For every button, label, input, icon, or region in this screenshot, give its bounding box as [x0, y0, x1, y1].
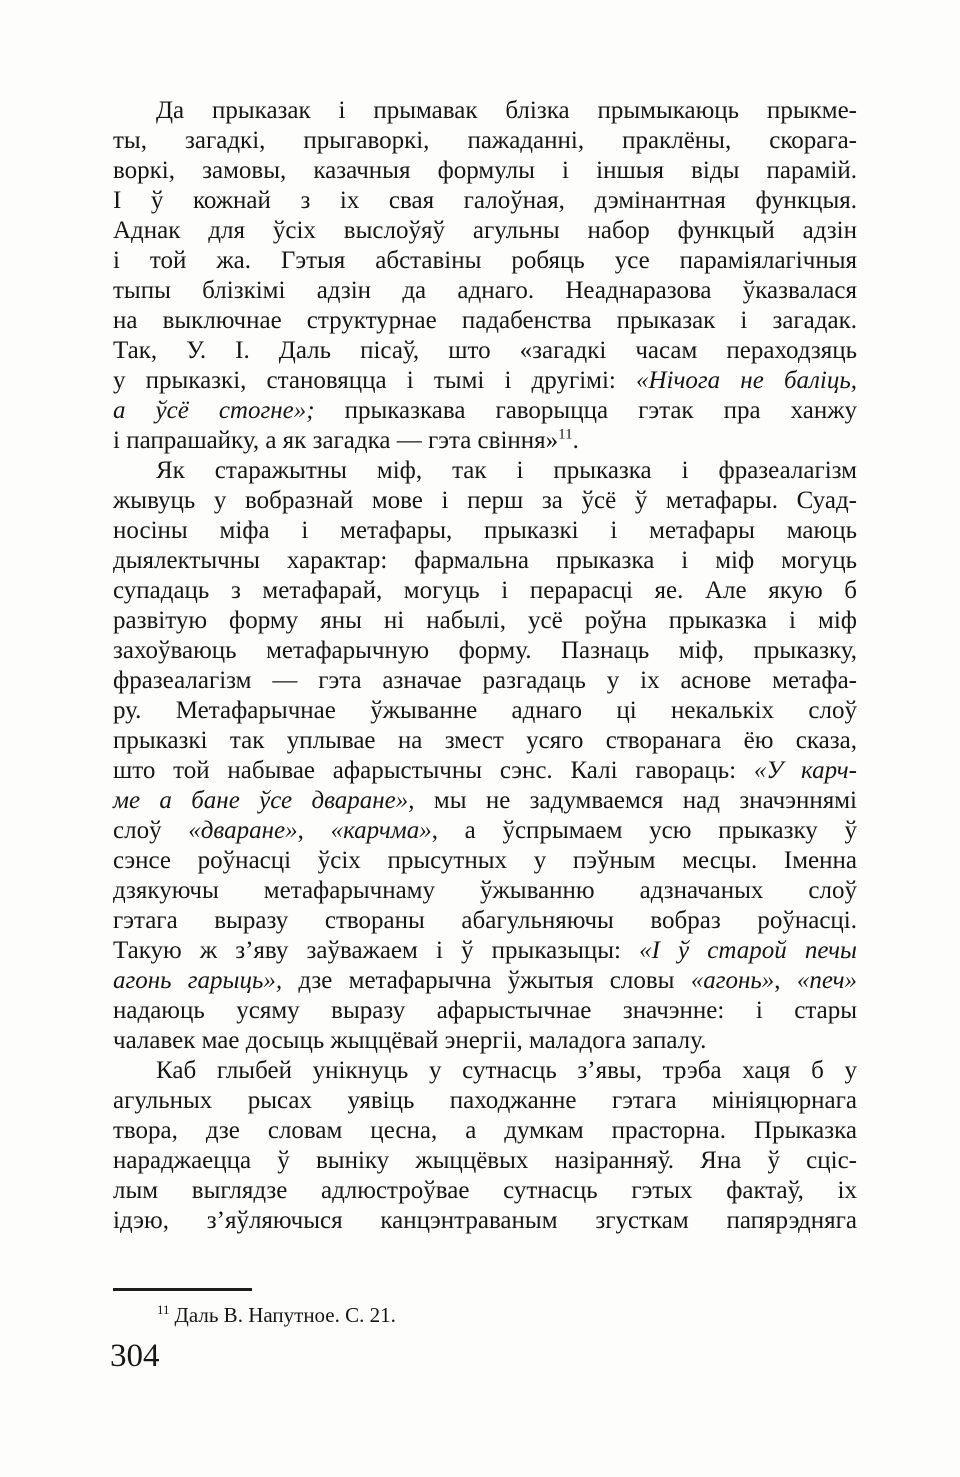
proverb-segment: «І ў старой печы — [639, 937, 857, 964]
text-segment: Як старажытны міф, так і прыказка і фразеалагізм — [156, 457, 857, 484]
text-line — [113, 456, 857, 486]
proverb-segment: «дваране» — [188, 817, 298, 844]
text-segment: І ў кожнай з іх свая галоўная, дэмінантная функцыя. — [113, 187, 857, 214]
text-line — [113, 306, 857, 336]
text-segment: і папрашайку, а як загадка — гэта свіння» — [113, 427, 559, 454]
text-line — [113, 246, 857, 276]
proverb-segment: ме а бане ўсе дваране», — [113, 787, 415, 814]
proverb-segment: «карчма» — [330, 817, 432, 844]
text-segment: у прыказкі, становяцца і тымі і другімі: — [113, 367, 636, 394]
text-segment: і той жа. Гэтыя абставіны робяць усе параміялагічныя — [113, 247, 857, 274]
text-line — [113, 1176, 857, 1206]
text-segment: супадаць з метафарай, могуць і перарасці яе. Але якую б — [113, 577, 857, 604]
text-line — [113, 186, 857, 216]
text-segment: захоўваюць метафарычную форму. Пазнаць міф, прыказку, — [113, 637, 857, 664]
text-line — [113, 696, 857, 726]
text-line — [113, 126, 857, 156]
text-segment: прыказкі так уплывае на змест усяго створанага ёю сказа, — [113, 727, 857, 754]
text-line — [113, 996, 857, 1026]
footnote-marker: 11 — [157, 1302, 170, 1317]
text-segment: нараджаецца ў выніку жыццёвых назіранняў. Яна ў сціс- — [113, 1147, 857, 1174]
text-line — [113, 966, 857, 996]
text-segment: Такую ж з’яву заўважаем і ў прыказыцы: — [113, 937, 640, 964]
text-segment: ты, загадкі, прыгаворкі, пажаданні, праклёны, скорага- — [113, 127, 857, 154]
text-line — [113, 1206, 857, 1236]
text-line — [113, 636, 857, 666]
text-line — [113, 906, 857, 936]
text-segment: твора, дзе словам цесна, а думкам прасторна. Прыказка — [113, 1117, 857, 1144]
proverb-segment: «печ» — [796, 967, 858, 994]
text-line — [113, 96, 857, 126]
footnote-reference: 11 — [558, 426, 573, 443]
paragraph — [113, 456, 857, 1056]
text-line — [113, 426, 857, 456]
text-segment: жывуць у вобразнай мове і перш за ўсё ў метафары. Суад- — [113, 487, 857, 514]
text-line — [113, 1146, 857, 1176]
text-segment: дзе метафарычна ўжытыя словы — [282, 967, 691, 994]
text-line — [113, 936, 857, 966]
text-segment: на выключнае структурнае падабенства прыказак і загадак. — [113, 307, 857, 334]
paragraph — [113, 96, 857, 456]
text-segment: развітую форму яны ні набылі, усё роўна прыказка і міф — [113, 607, 857, 634]
text-segment: носіны міфа і метафары, прыказкі і метафары маюць — [113, 517, 857, 544]
footnote-divider — [113, 1288, 252, 1291]
text-segment: сэнсе роўнасці ўсіх прысутных у пэўным месцы. Іменна — [113, 847, 857, 874]
text-segment: ідэю, з’яўляючыся канцэнтраваным згусткам папярэдняга — [113, 1207, 857, 1234]
text-segment: Да прыказак і прымавак блізка прымыкаюць прыкме- — [156, 97, 857, 124]
text-segment: , а ўспрымаем усю прыказку ў — [431, 817, 858, 844]
proverb-segment: агонь гарыць», — [113, 967, 283, 994]
text-line — [113, 276, 857, 306]
text-line — [113, 846, 857, 876]
text-line — [113, 1026, 857, 1056]
text-line — [113, 876, 857, 906]
text-segment: дыялектычны характар: фармальна прыказка і міф могуць — [113, 547, 857, 574]
text-segment: ру. Метафарычнае ўжыванне аднаго ці некалькіх слоў — [113, 697, 857, 724]
text-line — [113, 396, 857, 426]
text-line — [113, 816, 857, 846]
text-segment: прыказкава гаворыцца гэтак пра ханжу — [314, 397, 857, 424]
text-line — [113, 1116, 857, 1146]
text-segment: Аднак для ўсіх выслоўяў агульны набор функцый адзін — [113, 217, 857, 244]
text-segment: агульных рысах уявіць паходжанне гэтага мініяцюрнага — [113, 1087, 857, 1114]
text-line — [113, 486, 857, 516]
text-segment: тыпы блізкімі адзін да аднаго. Неаднаразова ўказвалася — [113, 277, 857, 304]
text-segment: , — [774, 967, 797, 994]
text-line — [113, 756, 857, 786]
text-line — [113, 576, 857, 606]
text-line — [113, 786, 857, 816]
text-line — [113, 546, 857, 576]
text-segment: , — [297, 817, 331, 844]
page-text — [113, 96, 857, 1236]
text-line — [113, 1056, 857, 1086]
paragraph — [113, 1056, 857, 1236]
footnote — [113, 1302, 857, 1328]
proverb-segment: «У карч- — [753, 757, 857, 784]
page-number: 304 — [110, 1338, 160, 1374]
text-segment: дзякуючы метафарычнаму ўжыванню адзначаных слоў — [113, 877, 857, 904]
footnote-text: Даль В. Напутное. С. 21. — [174, 1303, 396, 1327]
text-segment: лым выглядзе адлюстроўвае сутнасць гэтых фактаў, іх — [113, 1177, 857, 1204]
text-segment: Каб глыбей унікнуць у сутнасць з’явы, трэба хаця б у — [156, 1057, 857, 1084]
text-segment: слоў — [113, 817, 189, 844]
text-segment: воркі, замовы, казачныя формулы і іншыя віды парамій. — [113, 157, 857, 184]
text-segment: гэтага выразу створаны абагульняючы вобраз роўнасці. — [113, 907, 857, 934]
text-segment: чалавек мае досыць жыццёвай энергіі, маладога запалу. — [113, 1027, 707, 1054]
text-segment: што той набывае афарыстычны сэнс. Калі гавораць: — [113, 757, 754, 784]
text-line — [113, 216, 857, 246]
proverb-segment: а ўсё стогне»; — [113, 397, 315, 424]
text-line — [113, 366, 857, 396]
text-segment: надаюць усяму выразу афарыстычнае значэнне: і стары — [113, 997, 857, 1024]
proverb-segment: «Нічога не баліць, — [636, 367, 857, 394]
text-line — [113, 336, 857, 366]
text-line — [113, 156, 857, 186]
text-segment: . — [572, 427, 579, 454]
text-segment: мы не задумваемся над значэннямі — [414, 787, 857, 814]
text-segment: фразеалагізм — гэта азначае разгадаць у іх аснове метафа- — [113, 667, 857, 694]
text-segment: Так, У. І. Даль пісаў, што «загадкі часам пераходзяць — [113, 337, 857, 364]
text-line — [113, 606, 857, 636]
text-line — [113, 1086, 857, 1116]
text-line — [113, 726, 857, 756]
proverb-segment: «агонь» — [690, 967, 775, 994]
text-line — [113, 516, 857, 546]
text-line — [113, 666, 857, 696]
